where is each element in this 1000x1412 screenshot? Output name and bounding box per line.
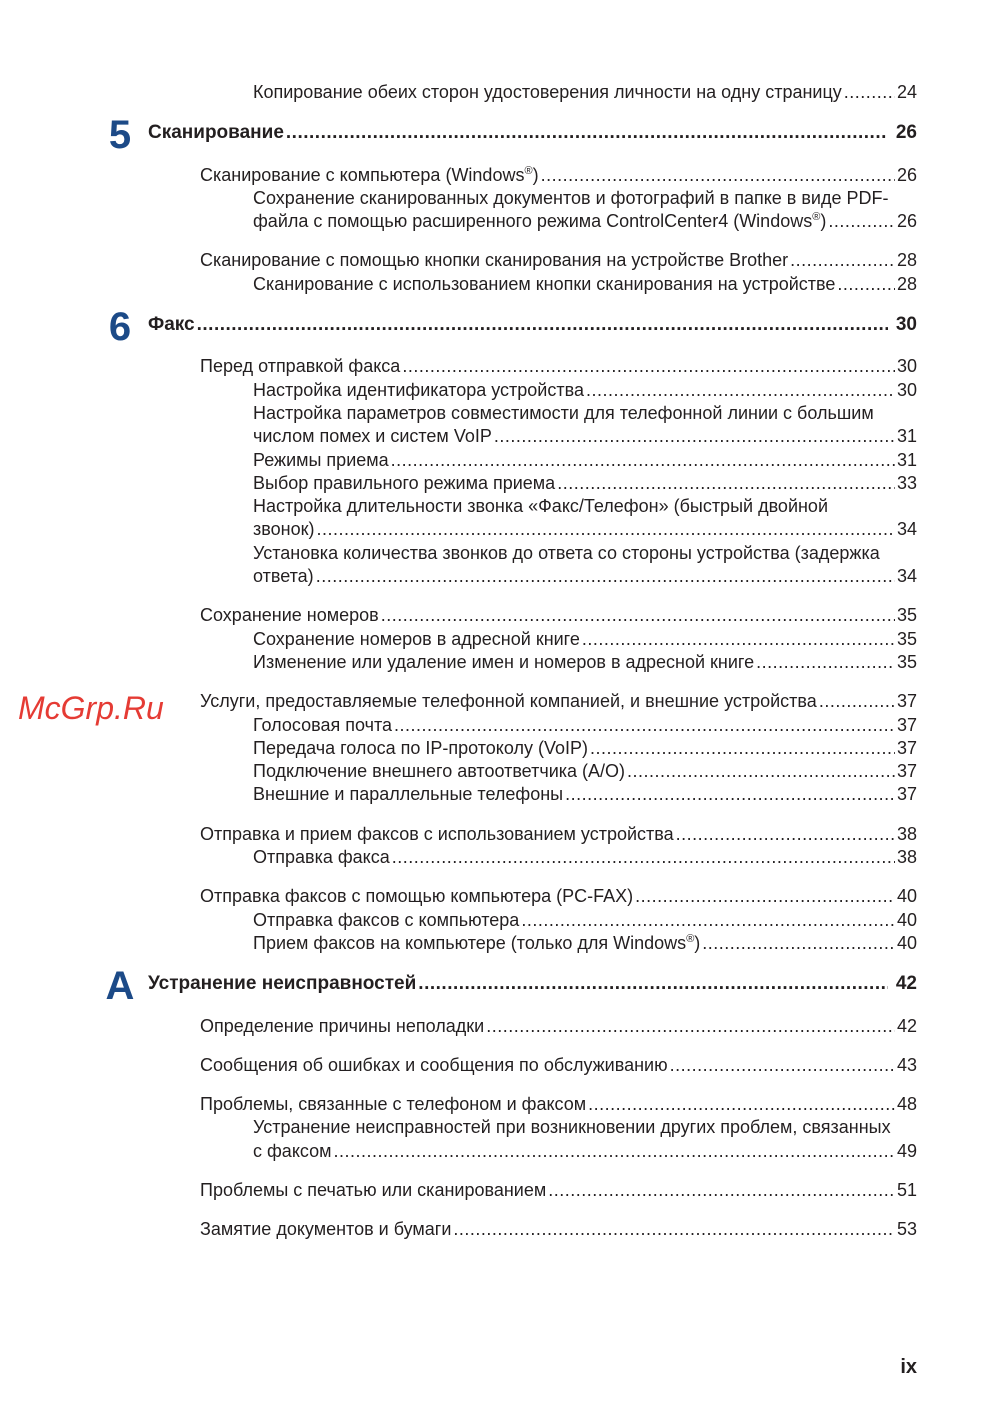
toc-entry-title: Устранение неисправностей при возникновении других проблем, связанных с факсом .....: [253, 1117, 891, 1160]
toc-entry[interactable]: [253, 273, 917, 296]
toc-entry-title: Сканирование с помощью кнопки сканирования на устройстве Brother .....: [200, 250, 788, 270]
toc-entry-title: Прием факсов на компьютере (только для Windows®) .....: [253, 933, 700, 953]
toc-entry-page: 33: [895, 472, 917, 495]
toc-entry-title: Режимы приема .....: [253, 450, 389, 470]
toc-row: [0, 164, 1000, 187]
chapter-number: 5: [108, 113, 132, 158]
toc-entry-title: Сохранение сканированных документов и фотографий в папке в виде PDF-файла с помощью расширенного режима ControlCenter4 (Windows®) .....: [253, 188, 889, 231]
toc-row: [0, 81, 1000, 104]
toc-entry-title: Перед отправкой факса .....: [200, 356, 400, 376]
toc-entry-page: 35: [895, 628, 917, 651]
toc-entry-title: Сохранение номеров .....: [200, 605, 379, 625]
toc-entry-page: 28: [895, 273, 917, 296]
toc-entry-page: 37: [895, 690, 917, 713]
toc-chapter[interactable]: [148, 313, 917, 336]
toc-entry-page: 40: [895, 885, 917, 908]
toc-entry-page: 38: [895, 823, 917, 846]
toc-entry-page: 37: [895, 714, 917, 737]
toc-entry-page: 28: [895, 249, 917, 272]
toc-entry-page: 38: [895, 846, 917, 869]
chapter-number: 6: [108, 305, 132, 350]
toc-row: [0, 187, 1000, 234]
toc-entry-page: 30: [895, 379, 917, 402]
table-of-contents: [0, 81, 1000, 1242]
toc-row: [0, 1093, 1000, 1116]
toc-entry-title: Сканирование с использованием кнопки сканирования на устройстве .....: [253, 274, 835, 294]
toc-row: [0, 402, 1000, 449]
toc-row: [0, 495, 1000, 542]
toc-entry[interactable]: [253, 651, 917, 674]
toc-entry[interactable]: [253, 714, 917, 737]
chapter-number: A: [105, 964, 135, 1009]
toc-entry-title: Копирование обеих сторон удостоверения личности на одну страницу .....: [253, 82, 842, 102]
toc-entry-page: 30: [895, 355, 917, 378]
toc-row: [0, 249, 1000, 272]
toc-entry[interactable]: [200, 1218, 917, 1241]
toc-row: [0, 355, 1000, 378]
toc-entry-page: 34: [895, 565, 917, 588]
toc-entry[interactable]: [253, 846, 917, 869]
toc-entry-page: 51: [895, 1179, 917, 1202]
toc-entry-page: 49: [895, 1140, 917, 1163]
toc-entry-title: Подключение внешнего автоответчика (A/O) .....: [253, 761, 625, 781]
toc-entry-page: 42: [888, 972, 917, 995]
toc-entry-page: 26: [895, 210, 917, 233]
toc-entry-title: Голосовая почта .....: [253, 715, 392, 735]
toc-entry[interactable]: [253, 542, 917, 589]
toc-entry-title: Проблемы, связанные с телефоном и факсом .....: [200, 1094, 586, 1114]
toc-entry-title: Передача голоса по IP-протоколу (VoIP) .....: [253, 738, 588, 758]
toc-row: [0, 885, 1000, 908]
toc-entry-title: Сохранение номеров в адресной книге .....: [253, 629, 580, 649]
toc-entry[interactable]: [200, 1179, 917, 1202]
toc-entry-title: Сканирование с компьютера (Windows®) .....: [200, 165, 539, 185]
toc-row: [0, 542, 1000, 589]
toc-row: [0, 113, 1000, 158]
toc-row: [0, 1015, 1000, 1038]
toc-entry[interactable]: [200, 823, 917, 846]
toc-entry-page: 24: [895, 81, 917, 104]
toc-entry-page: 31: [895, 449, 917, 472]
toc-entry-page: 37: [895, 760, 917, 783]
toc-entry[interactable]: [253, 449, 917, 472]
page-number: ix: [900, 1356, 917, 1378]
toc-row: [0, 273, 1000, 296]
toc-entry-title: Внешние и параллельные телефоны .....: [253, 784, 563, 804]
toc-row: [0, 472, 1000, 495]
toc-entry-page: 35: [895, 604, 917, 627]
toc-entry-page: 40: [895, 932, 917, 955]
toc-entry[interactable]: [200, 604, 917, 627]
toc-row: [0, 909, 1000, 932]
toc-entry-title: Изменение или удаление имен и номеров в адресной книге .....: [253, 652, 754, 672]
toc-entry[interactable]: [253, 379, 917, 402]
toc-entry-page: 37: [895, 783, 917, 806]
toc-entry-title: Услуги, предоставляемые телефонной компанией, и внешние устройства .....: [200, 691, 817, 711]
toc-entry-title: Отправка и прием факсов с использованием устройства .....: [200, 824, 674, 844]
toc-entry[interactable]: [253, 402, 917, 449]
toc-entry[interactable]: [253, 760, 917, 783]
toc-entry[interactable]: [253, 932, 917, 955]
toc-entry-title: Отправка факсов с компьютера .....: [253, 910, 519, 930]
toc-row: [0, 783, 1000, 806]
toc-row: [0, 651, 1000, 674]
toc-row: [0, 760, 1000, 783]
toc-row: [0, 604, 1000, 627]
toc-entry[interactable]: [253, 737, 917, 760]
toc-row: [0, 379, 1000, 402]
toc-entry-title: Сообщения об ошибках и сообщения по обслуживанию .....: [200, 1055, 668, 1075]
toc-row: [0, 737, 1000, 760]
toc-row: [0, 1179, 1000, 1202]
toc-entry[interactable]: [200, 164, 917, 187]
toc-row: [0, 628, 1000, 651]
toc-entry-title: Настройка параметров совместимости для телефонной линии с большим числом помех и систем VoIP .....: [253, 403, 874, 446]
toc-entry-page: 26: [888, 121, 917, 144]
toc-entry[interactable]: [253, 628, 917, 651]
toc-entry[interactable]: [200, 885, 917, 908]
toc-entry[interactable]: [200, 355, 917, 378]
toc-entry-page: 40: [895, 909, 917, 932]
toc-entry-title: Факс .....: [148, 314, 195, 335]
toc-entry-page: 42: [895, 1015, 917, 1038]
toc-entry-title: Отправка факса .....: [253, 847, 390, 867]
toc-entry-title: Настройка длительности звонка «Факс/Телефон» (быстрый двойной звонок) .....: [253, 496, 828, 539]
toc-row: [0, 846, 1000, 869]
toc-chapter[interactable]: [148, 972, 917, 995]
toc-entry[interactable]: [200, 1015, 917, 1038]
toc-entry-page: 26: [895, 164, 917, 187]
toc-entry-page: 30: [888, 313, 917, 336]
toc-entry-title: Проблемы с печатью или сканированием .....: [200, 1180, 546, 1200]
toc-entry-title: Замятие документов и бумаги .....: [200, 1219, 451, 1239]
watermark: McGrp.Ru: [18, 690, 164, 726]
toc-entry[interactable]: [253, 783, 917, 806]
toc-chapter[interactable]: [148, 121, 917, 144]
toc-row: [0, 932, 1000, 955]
toc-entry[interactable]: [200, 690, 917, 713]
toc-entry-page: 53: [895, 1218, 917, 1241]
toc-row: [0, 305, 1000, 350]
toc-entry[interactable]: [253, 909, 917, 932]
toc-row: [0, 823, 1000, 846]
toc-entry-title: Выбор правильного режима приема .....: [253, 473, 555, 493]
toc-entry[interactable]: [253, 472, 917, 495]
toc-entry-page: 31: [895, 425, 917, 448]
toc-entry[interactable]: [200, 249, 917, 272]
toc-entry-page: 35: [895, 651, 917, 674]
toc-entry-page: 43: [895, 1054, 917, 1077]
toc-entry[interactable]: [200, 1093, 917, 1116]
toc-entry[interactable]: [253, 1116, 917, 1163]
toc-entry-page: 48: [895, 1093, 917, 1116]
toc-entry-title: Установка количества звонков до ответа со стороны устройства (задержка ответа) .....: [253, 543, 880, 586]
toc-entry-title: Устранение неисправностей .....: [148, 973, 416, 994]
toc-entry-title: Определение причины неполадки .....: [200, 1016, 484, 1036]
toc-entry-title: Настройка идентификатора устройства .....: [253, 380, 584, 400]
toc-entry[interactable]: [253, 495, 917, 542]
toc-entry-title: Отправка факсов с помощью компьютера (PC-FAX) .....: [200, 886, 633, 906]
toc-entry-page: 34: [895, 518, 917, 541]
toc-entry-page: 37: [895, 737, 917, 760]
toc-entry-title: Сканирование .....: [148, 122, 284, 143]
toc-row: [0, 964, 1000, 1009]
toc-row: [0, 1116, 1000, 1163]
toc-entry[interactable]: [253, 187, 917, 234]
toc-entry[interactable]: [200, 1054, 917, 1077]
toc-row: [0, 1054, 1000, 1077]
toc-row: [0, 449, 1000, 472]
toc-row: [0, 1218, 1000, 1241]
toc-entry[interactable]: [253, 81, 917, 104]
